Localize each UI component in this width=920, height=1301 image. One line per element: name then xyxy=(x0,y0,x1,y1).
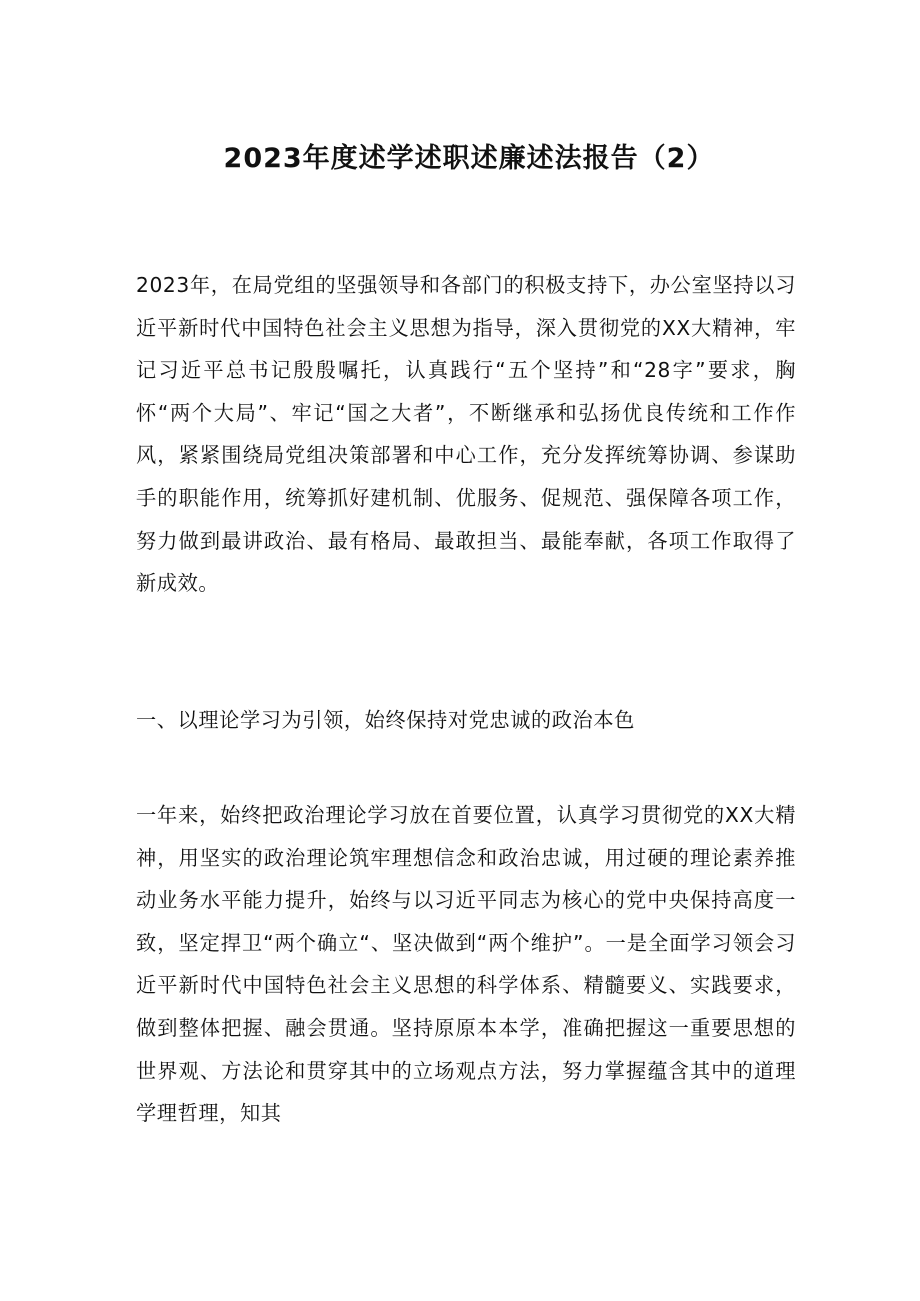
intro-paragraph: 2023年，在局党组的坚强领导和各部门的积极支持下，办公室坚持以习近平新时代中国特色社会主义思想为指导，深入贯彻党的XX大精神，牢记习近平总书记殷殷嘱托，认真践行“五个坚持”和“28字”要求，胸怀“两个大局”、牢记“国之大者”，不断继承和弘扬优良传统和工作作风，紧紧围绕局党组决策部署和中心工作，充分发挥统筹协调、参谋助手的职能作用，统筹抓好建机制、优服务、促规范、强保障各项工作，努力做到最讲政治、最有格局、最敢担当、最能奉献，各项工作取得了新成效。 xyxy=(136,273,796,596)
section-heading: 一、以理论学习为引领，始终保持对党忠诚的政治本色 xyxy=(136,708,635,732)
section-paragraph: 一年来，始终把政治理论学习放在首要位置，认真学习贯彻党的XX大精神，用坚实的政治理论筑牢理想信念和政治忠诚，用过硬的理论素养推动业务水平能力提升，始终与以习近平同志为核心的党中央保持高度一致，坚定捍卫“两个确立“、坚决做到“两个维护”。一是全面学习领会习近平新时代中国特色社会主义思想的科学体系、精髓要义、实践要求，做到整体把握、融会贯通。坚持原原本本学，准确把握这一重要思想的世界观、方法论和贯穿其中的立场观点方法，努力掌握蕴含其中的道理学理哲理，知其 xyxy=(136,803,796,1126)
document-title: 2023年度述学述职述廉述法报告（2） xyxy=(223,143,715,174)
